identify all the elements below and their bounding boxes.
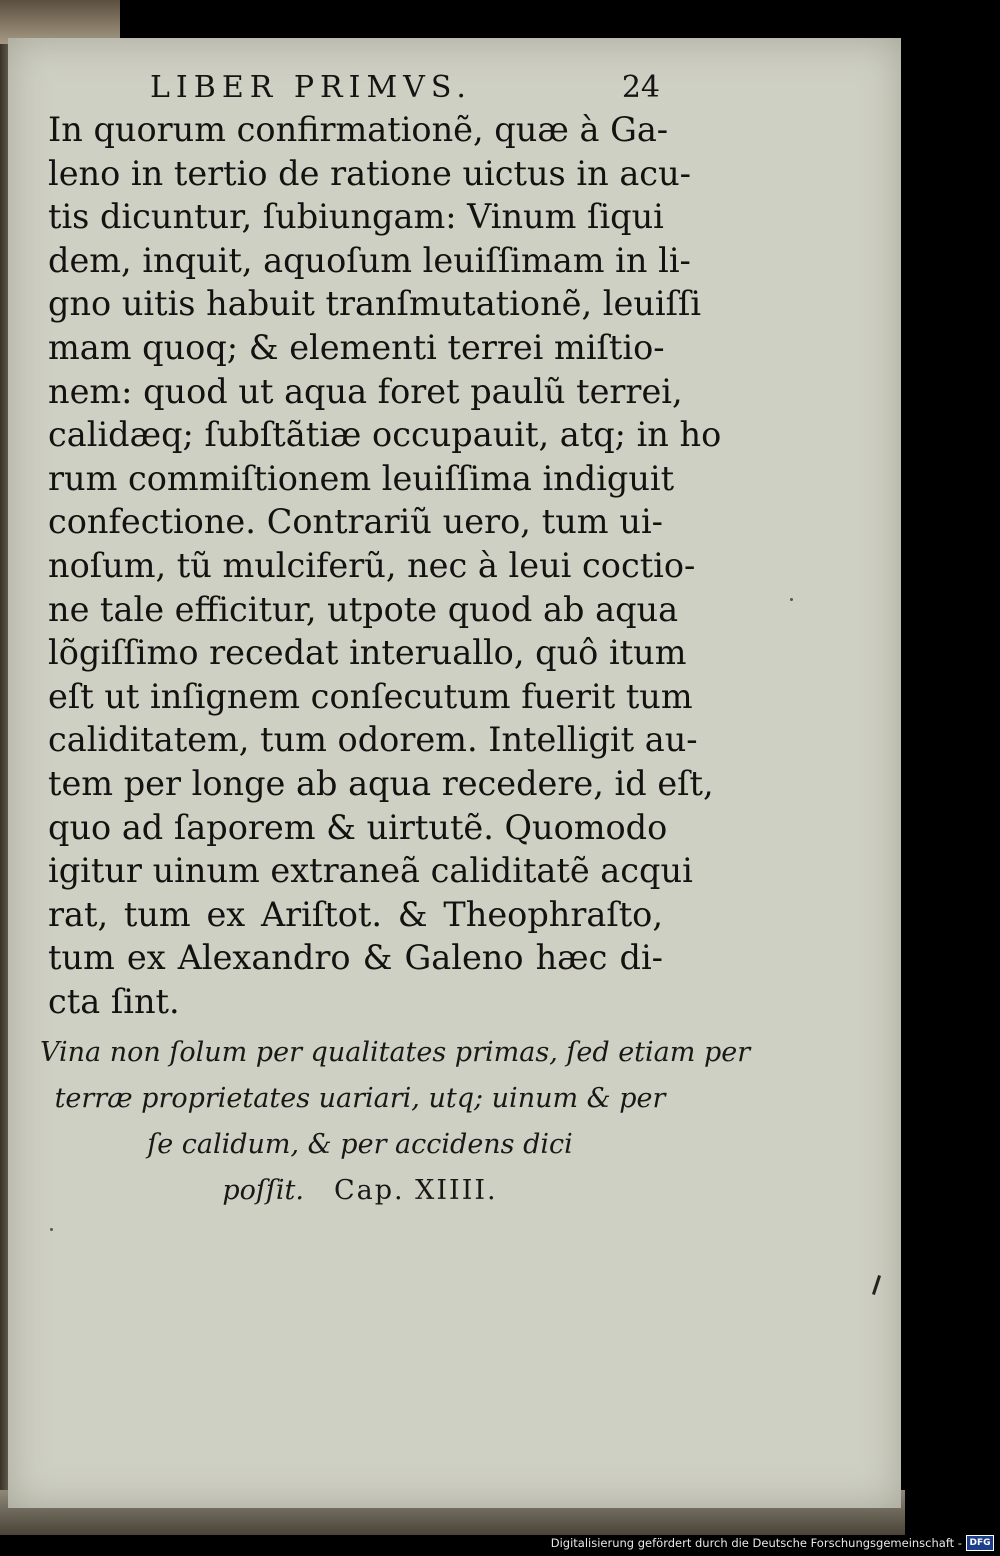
heading-line-final <box>40 1168 680 1214</box>
text-line: mam quoq; & elementi terrei miſtio- <box>48 327 665 367</box>
text-line: igitur uinum extraneã caliditatẽ acqui <box>48 851 693 891</box>
text-line: confectione. Contrariũ uero, tum ui- <box>48 502 663 542</box>
text-line: ne tale efficitur, utpote quod ab aqua <box>48 589 679 629</box>
text-line: leno in tertio de ratione uictus in acu- <box>48 153 691 193</box>
body-text <box>48 108 722 1023</box>
text-line: cta ſint. <box>48 981 180 1021</box>
text-line: dem, inquit, aquoſum leuiſſimam in li- <box>48 240 691 280</box>
text-line: nem: quod ut aqua foret paulũ terrei, <box>48 371 683 411</box>
running-head <box>150 70 670 110</box>
text-line: noſum, tũ mulciferũ, nec à leui coctio- <box>48 545 696 585</box>
dfg-logo-icon: DFG <box>966 1535 994 1551</box>
chapter-heading <box>40 1030 751 1214</box>
heading-final-text: poſſit. <box>222 1175 304 1206</box>
text-line: rum commiſtionem leuiſſima indiguit <box>48 458 675 498</box>
running-head-title: LIBER PRIMVS. <box>150 70 472 105</box>
paper-speck <box>50 1228 53 1231</box>
heading-line: terræ proprietates uariari, utq; uinum & per <box>54 1083 666 1114</box>
chapter-number: Cap. XIIII. <box>333 1175 498 1206</box>
text-line: tum ex Alexandro & Galeno hæc di- <box>48 938 663 978</box>
text-line: calidæq; ſubſtãtiæ occupauit, atq; in ho <box>48 415 722 455</box>
text-line: tis dicuntur, ſubiungam: Vinum ſiqui <box>48 197 664 237</box>
text-line: eſt ut inſignem conſecutum fuerit tum <box>48 676 693 716</box>
heading-line: Vina non ſolum per qualitates primas, ſed etiam per <box>40 1037 751 1068</box>
text-line: caliditatem, tum odorem. Intelligit au- <box>48 720 698 760</box>
page-number: 24 <box>621 70 660 105</box>
text-line: tem per longe ab aqua recedere, id eſt, <box>48 763 714 803</box>
text-line: rat, tum ex Ariſtot. & Theophraſto, <box>48 894 663 934</box>
text-line: gno uitis habuit tranſmutationẽ, leuiſſi <box>48 284 702 324</box>
text-line: quo ad ſaporem & uirtutẽ. Quomodo <box>48 807 668 847</box>
heading-line: ſe calidum, & per accidens dici <box>147 1129 573 1160</box>
digitization-credit: Digitalisierung gefördert durch die Deutsche Forschungsgemeinschaft - <box>550 1536 962 1550</box>
paper-speck <box>790 598 793 601</box>
text-line: lõgiſſimo recedat interuallo, quô itum <box>48 633 687 673</box>
text-line: In quorum confirmationẽ, quæ à Ga- <box>48 110 669 149</box>
